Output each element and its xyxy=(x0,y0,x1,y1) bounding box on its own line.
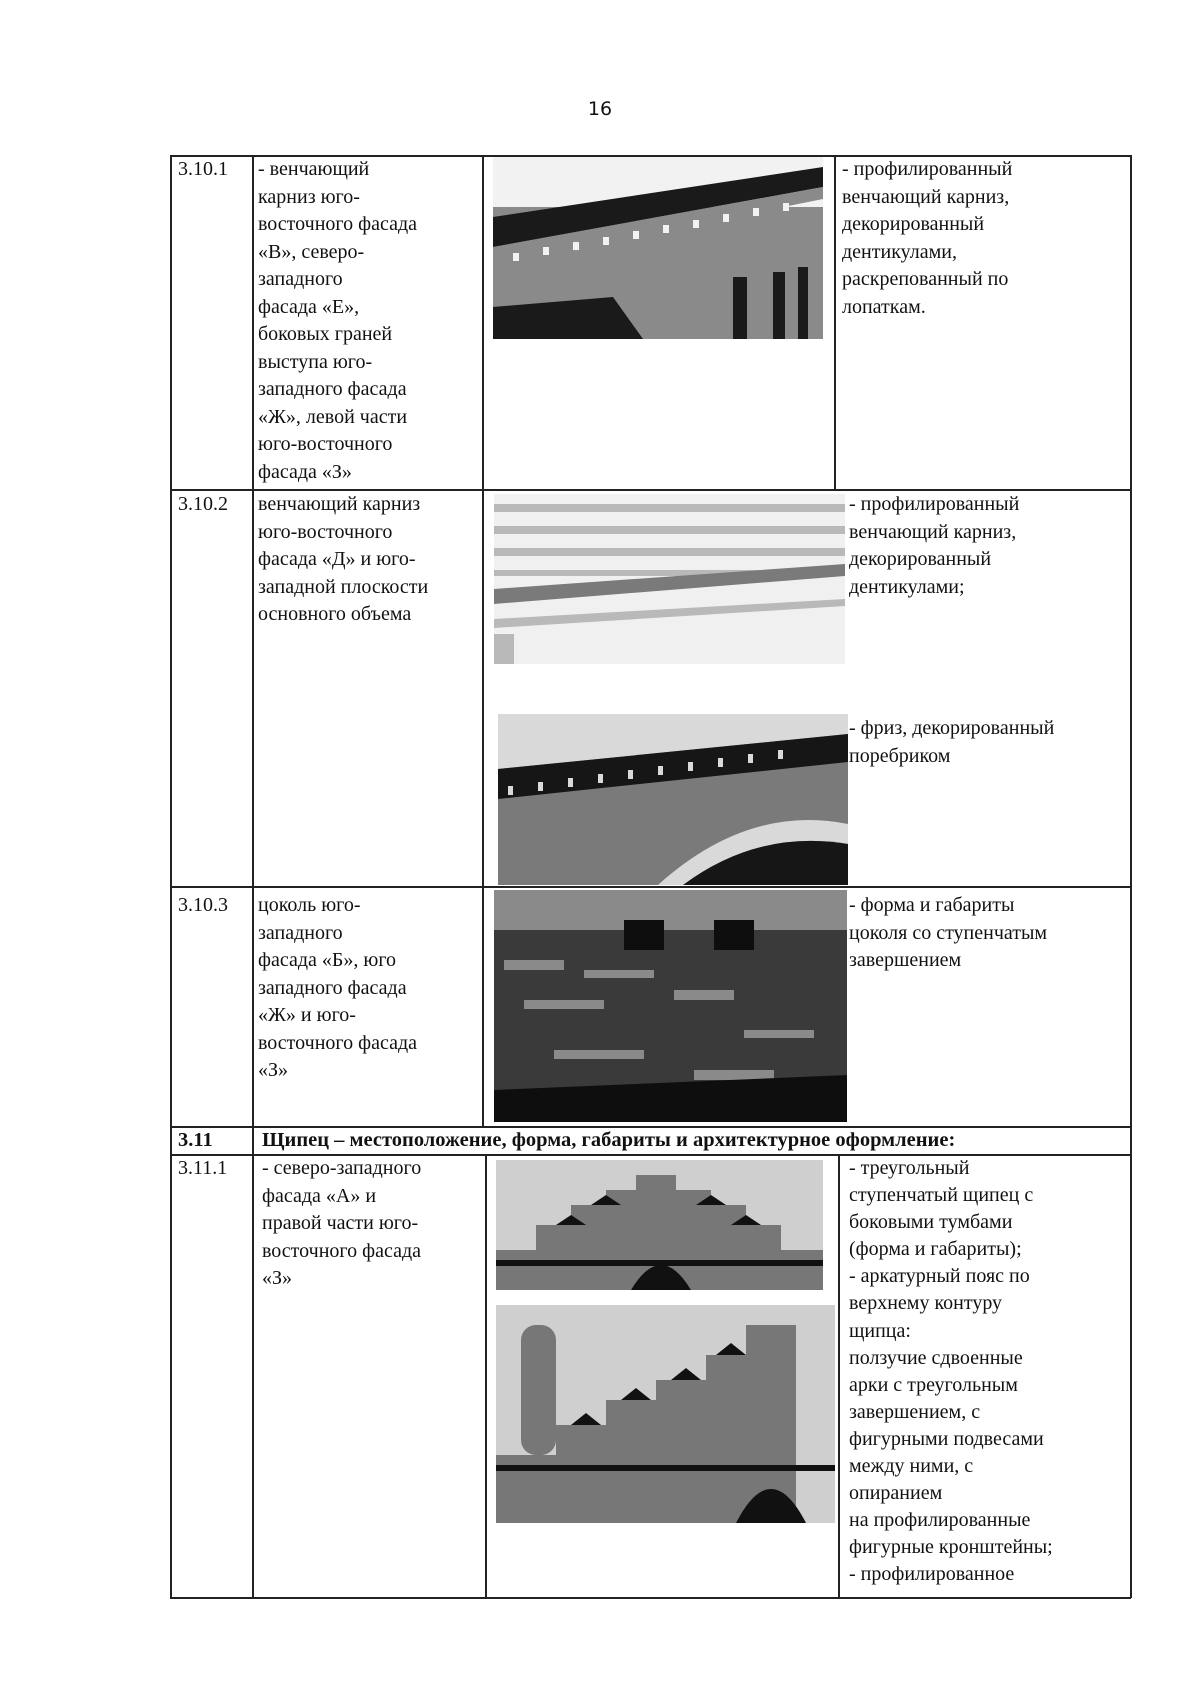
col-divider xyxy=(482,155,484,1126)
element-location: - венчающий карниз юго- восточного фасада «В», северо- западного фасада «Е», боковых граней выступа юго- западного фасада «Ж», левой части юго-восточного фасада «З» xyxy=(258,158,417,483)
element-location: - северо-западного фасада «А» и правой части юго- восточного фасада «З» xyxy=(262,1157,422,1289)
cornice-photo xyxy=(493,157,823,339)
section-title: Щипец – местоположение, форма, габариты и архитектурное оформление: xyxy=(262,1129,956,1151)
brick-cornice-photo xyxy=(494,494,845,664)
section-number: 3.11 xyxy=(178,1129,213,1151)
gable-photo-small xyxy=(496,1160,823,1290)
frieze-photo xyxy=(498,714,848,885)
col-divider xyxy=(252,155,254,1598)
element-location: цоколь юго- западного фасада «Б», юго западного фасада «Ж» и юго- восточного фасада «З» xyxy=(258,894,417,1081)
table-border-right xyxy=(1130,155,1132,1598)
col-divider xyxy=(838,1154,840,1598)
element-description: - треугольный ступенчатый щипец с боковыми тумбами (форма и габариты); - аркатурный пояс по верхнему контуру щипца: ползучие сдвоенные арки с треугольным завершением, с фигурными подвесами между ними, с опиранием на профилированные фигурные кронштейны; - профилированное xyxy=(849,1157,1053,1586)
element-location: венчающий карниз юго-восточного фасада «Д» и юго- западной плоскости основного объема xyxy=(258,493,429,625)
gable-photo-large xyxy=(496,1305,835,1523)
element-description: - форма и габариты цоколя со ступенчатым завершением xyxy=(849,894,1048,971)
row-number: 3.10.3 xyxy=(178,894,228,916)
row-number: 3.10.1 xyxy=(178,158,228,180)
table-border-left xyxy=(170,155,172,1598)
col-divider xyxy=(485,1154,487,1598)
row-number: 3.10.2 xyxy=(178,493,228,515)
element-description: - профилированный венчающий карниз, декорированный дентикулами, раскрепованный по лопаткам. xyxy=(842,158,1013,318)
table-border-bottom xyxy=(170,1597,1131,1599)
row-divider xyxy=(170,886,1131,888)
element-description: - профилированный венчающий карниз, декорированный дентикулами; xyxy=(849,493,1020,598)
row-number: 3.11.1 xyxy=(178,1157,228,1179)
col-divider xyxy=(834,155,836,490)
plinth-photo xyxy=(494,890,847,1122)
page-number: 16 xyxy=(587,98,613,120)
element-description: - фриз, декорированный поребриком xyxy=(849,717,1055,767)
